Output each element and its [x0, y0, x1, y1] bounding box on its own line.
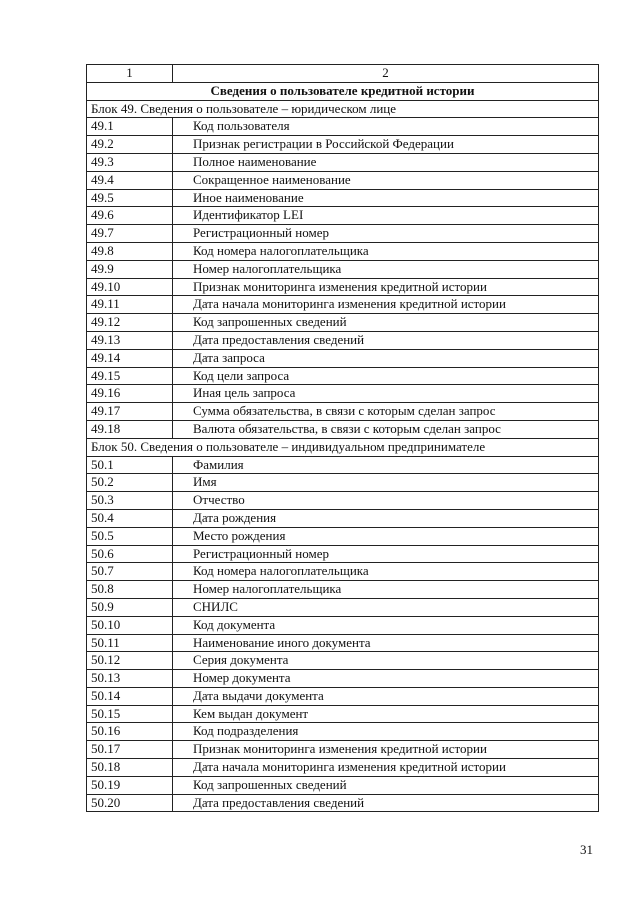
table-row: [87, 527, 599, 545]
row-code: 50.14: [87, 687, 173, 705]
row-code: 50.3: [87, 492, 173, 510]
table-row: [87, 670, 599, 688]
table-row: [87, 563, 599, 581]
row-name: Номер налогоплательщика: [173, 581, 599, 599]
row-name: Фамилия: [173, 456, 599, 474]
row-name: Номер документа: [173, 670, 599, 688]
table-row: [87, 136, 599, 154]
row-name: Иное наименование: [173, 189, 599, 207]
row-code: 50.11: [87, 634, 173, 652]
row-code: 49.7: [87, 225, 173, 243]
row-code: 49.5: [87, 189, 173, 207]
table-row: [87, 349, 599, 367]
row-name: Регистрационный номер: [173, 545, 599, 563]
section-title: Сведения о пользователе кредитной истории: [87, 82, 599, 100]
row-code: 49.4: [87, 171, 173, 189]
table-body: [87, 65, 599, 812]
row-name: Код номера налогоплательщика: [173, 242, 599, 260]
row-name: Признак мониторинга изменения кредитной истории: [173, 278, 599, 296]
table-row: [87, 741, 599, 759]
table-row: [87, 794, 599, 812]
table-row: [87, 723, 599, 741]
row-code: 50.18: [87, 759, 173, 777]
table-row: [87, 153, 599, 171]
table-row: [87, 403, 599, 421]
row-name: Кем выдан документ: [173, 705, 599, 723]
row-code: 49.2: [87, 136, 173, 154]
row-name: Признак регистрации в Российской Федерации: [173, 136, 599, 154]
document-table: [86, 64, 599, 812]
block-title-row: [87, 100, 599, 118]
table-row: [87, 296, 599, 314]
row-name: Признак мониторинга изменения кредитной истории: [173, 741, 599, 759]
table-row: [87, 118, 599, 136]
row-name: Код документа: [173, 616, 599, 634]
row-name: Сокращенное наименование: [173, 171, 599, 189]
row-code: 49.18: [87, 420, 173, 438]
row-code: 49.10: [87, 278, 173, 296]
table-row: [87, 545, 599, 563]
row-code: 49.6: [87, 207, 173, 225]
table-row: [87, 598, 599, 616]
row-code: 50.4: [87, 509, 173, 527]
table-row: [87, 705, 599, 723]
row-code: 49.8: [87, 242, 173, 260]
table-row: [87, 171, 599, 189]
table-row: [87, 385, 599, 403]
table-row: [87, 420, 599, 438]
row-name: Дата запроса: [173, 349, 599, 367]
row-name: Место рождения: [173, 527, 599, 545]
row-code: 49.12: [87, 314, 173, 332]
row-code: 50.15: [87, 705, 173, 723]
table-row: [87, 474, 599, 492]
table-row: [87, 367, 599, 385]
row-name: Номер налогоплательщика: [173, 260, 599, 278]
row-name: Код подразделения: [173, 723, 599, 741]
table-row: [87, 616, 599, 634]
row-code: 50.17: [87, 741, 173, 759]
row-code: 49.15: [87, 367, 173, 385]
row-code: 50.12: [87, 652, 173, 670]
table-row: [87, 207, 599, 225]
table-row: [87, 242, 599, 260]
section-title-row: [87, 82, 599, 100]
table-row: [87, 278, 599, 296]
table-row: [87, 314, 599, 332]
row-name: Код пользователя: [173, 118, 599, 136]
table-row: [87, 260, 599, 278]
row-name: СНИЛС: [173, 598, 599, 616]
row-code: 49.16: [87, 385, 173, 403]
table-row: [87, 687, 599, 705]
row-code: 49.17: [87, 403, 173, 421]
row-name: Код запрошенных сведений: [173, 314, 599, 332]
row-name: Дата рождения: [173, 509, 599, 527]
row-name: Дата начала мониторинга изменения кредитной истории: [173, 759, 599, 777]
table-row: [87, 509, 599, 527]
table-row: [87, 776, 599, 794]
row-name: Сумма обязательства, в связи с которым сделан запрос: [173, 403, 599, 421]
row-name: Полное наименование: [173, 153, 599, 171]
row-code: 50.5: [87, 527, 173, 545]
row-code: 50.9: [87, 598, 173, 616]
table-row: [87, 456, 599, 474]
row-name: Валюта обязательства, в связи с которым сделан запрос: [173, 420, 599, 438]
row-code: 50.7: [87, 563, 173, 581]
table-row: [87, 225, 599, 243]
row-code: 50.8: [87, 581, 173, 599]
row-name: Иная цель запроса: [173, 385, 599, 403]
row-name: Идентификатор LEI: [173, 207, 599, 225]
row-code: 49.3: [87, 153, 173, 171]
row-name: Дата предоставления сведений: [173, 794, 599, 812]
row-name: Дата предоставления сведений: [173, 331, 599, 349]
row-code: 49.11: [87, 296, 173, 314]
row-code: 50.19: [87, 776, 173, 794]
row-name: Дата начала мониторинга изменения кредитной истории: [173, 296, 599, 314]
block-title: Блок 49. Сведения о пользователе – юридическом лице: [87, 100, 599, 118]
row-code: 50.13: [87, 670, 173, 688]
column-header-1: 1: [87, 65, 173, 83]
row-code: 50.1: [87, 456, 173, 474]
table-row: [87, 652, 599, 670]
row-name: Имя: [173, 474, 599, 492]
table-row: [87, 492, 599, 510]
row-code: 49.1: [87, 118, 173, 136]
table-row: [87, 581, 599, 599]
block-title: Блок 50. Сведения о пользователе – индивидуальном предпринимателе: [87, 438, 599, 456]
row-name: Код запрошенных сведений: [173, 776, 599, 794]
row-code: 50.16: [87, 723, 173, 741]
block-title-row: [87, 438, 599, 456]
row-code: 49.13: [87, 331, 173, 349]
table-row: [87, 189, 599, 207]
row-name: Код цели запроса: [173, 367, 599, 385]
row-name: Серия документа: [173, 652, 599, 670]
table-row: [87, 634, 599, 652]
row-code: 50.2: [87, 474, 173, 492]
row-code: 50.10: [87, 616, 173, 634]
row-code: 49.9: [87, 260, 173, 278]
table-row: [87, 331, 599, 349]
row-code: 50.6: [87, 545, 173, 563]
row-name: Дата выдачи документа: [173, 687, 599, 705]
row-name: Код номера налогоплательщика: [173, 563, 599, 581]
row-code: 50.20: [87, 794, 173, 812]
column-header-2: 2: [173, 65, 599, 83]
row-name: Регистрационный номер: [173, 225, 599, 243]
table-row: [87, 759, 599, 777]
row-name: Отчество: [173, 492, 599, 510]
row-code: 49.14: [87, 349, 173, 367]
row-name: Наименование иного документа: [173, 634, 599, 652]
page-number: 31: [580, 842, 593, 857]
column-header-row: [87, 65, 599, 83]
